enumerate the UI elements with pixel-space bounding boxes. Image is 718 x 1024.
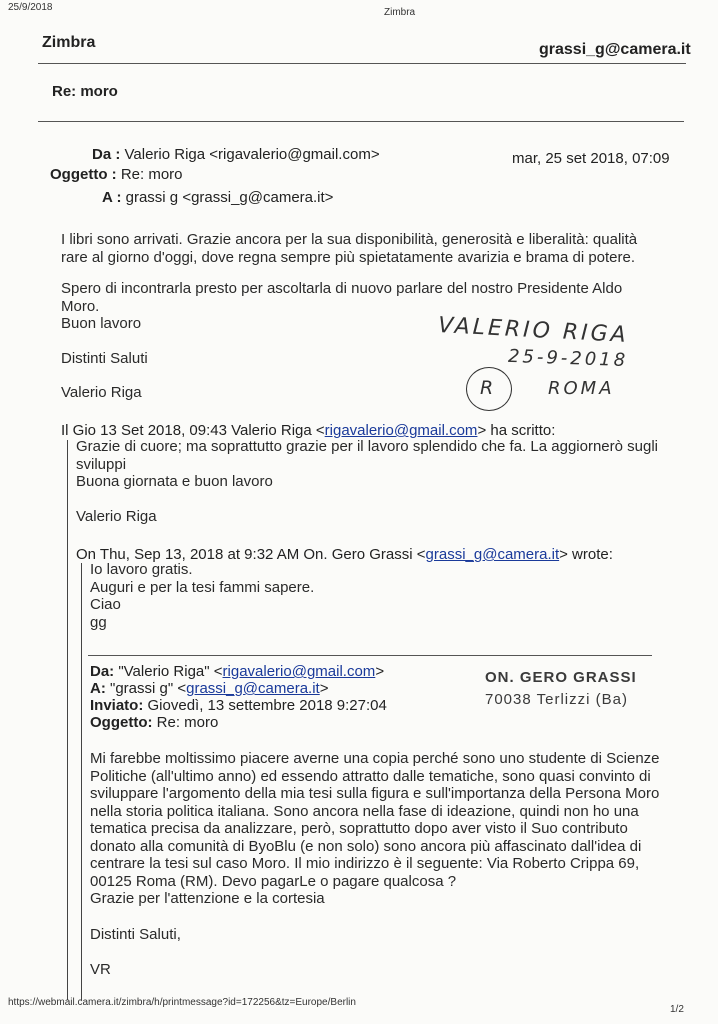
from-row [92, 146, 380, 163]
subject-value: Re: moro [120, 166, 183, 183]
handwritten-circle-mark [466, 367, 512, 411]
quote1-body [76, 438, 658, 525]
quote3-to-row [90, 680, 387, 697]
quote1-line: Buona giornata e buon lavoro [76, 473, 273, 490]
quote3-subject-value: Re: moro [156, 714, 219, 731]
body-line: rare al giorno d'oggi, dove regna sempre più spietatamente avarizia e brama di potere. [61, 248, 636, 266]
quote2-intro-end: > wrote: [559, 546, 613, 563]
quote3-line: nella storia politica italiana. Sono ancora nella fase di ideazione, quindi non ho una [90, 802, 639, 820]
body-line: I libri sono arrivati. Grazie ancora per la sua disponibilità, generosità e liberalità: qualità [61, 231, 638, 248]
quote3-sent-row [90, 697, 387, 714]
quote2-body [90, 561, 314, 631]
quote2-bar [81, 563, 82, 1000]
quote2-line: gg [90, 613, 107, 631]
quote1-line: Grazie di cuore; ma soprattutto grazie per il lavoro splendido che fa. La aggiornerò sugli [76, 438, 658, 455]
body-line: Distinti Saluti [61, 349, 148, 367]
quote2-intro-text: On Thu, Sep 13, 2018 at 9:32 AM On. Gero Grassi < [76, 546, 426, 563]
quote1-intro-end: > ha scritto: [477, 422, 556, 439]
print-date: 25/9/2018 [8, 2, 53, 13]
quote3-line: donato alla comunità di ByoBlu (e non solo) sono ancora più affascinato dall'idea di [90, 837, 642, 855]
quote3-spacer [90, 943, 660, 961]
quote3-from-link[interactable]: rigavalerio@gmail.com [222, 663, 376, 680]
quote3-line: tematica precisa da analizzare, però, soprattutto dopo aver visto il Suo contributo [90, 820, 628, 837]
quote3-from-label: Da: [90, 663, 115, 680]
message-date: mar, 25 set 2018, 07:09 [512, 150, 670, 167]
quote3-line: Grazie per l'attenzione e la cortesia [90, 890, 325, 907]
title-divider [38, 121, 684, 122]
quote2-line: Auguri e per la tesi fammi sapere. [90, 578, 315, 596]
subject-label: Oggetto : [50, 166, 117, 183]
quote1-line: Valerio Riga [76, 507, 157, 525]
body-line: Buon lavoro [61, 315, 142, 332]
quote3-body [90, 750, 660, 979]
quote2-email-link[interactable]: grassi_g@camera.it [425, 546, 560, 563]
account-email: grassi_g@camera.it [539, 41, 691, 58]
quote3-from-row [90, 663, 387, 680]
header-divider [38, 63, 686, 64]
quote2-line: Ciao [90, 596, 121, 613]
brand-name: Zimbra [42, 34, 96, 51]
to-value[interactable]: grassi g <grassi_g@camera.it> [125, 189, 334, 206]
handwritten-date: 25-9-2018 [507, 345, 629, 372]
quote1-line: sviluppi [76, 455, 127, 473]
from-label: Da : [92, 146, 121, 163]
to-row [102, 189, 333, 206]
quote1-intro-text: Il Gio 13 Set 2018, 09:43 Valerio Riga < [61, 422, 325, 439]
quote3-line: Mi farebbe moltissimo piacere averne una copia perché sono uno studente di Scienze [90, 750, 660, 767]
quote3-line: sviluppare l'argomento della mia tesi sulla figura e sull'importanza della Persona Moro [90, 785, 660, 802]
body-spacer [61, 266, 637, 280]
print-url: https://webmail.camera.it/zimbra/h/printmessage?id=172256&tz=Europe/Berlin [8, 997, 356, 1008]
quote3-line: Politiche (all'ultimo anno) ed essendo attratto dalle tematiche, sono quasi convinto di [90, 767, 651, 785]
quote3-divider [88, 655, 652, 656]
subject-row [50, 166, 183, 183]
quote3-line: 00125 Roma (RM). Devo pagarLe o pagare qualcosa ? [90, 872, 457, 890]
quote3-from-end: > [375, 663, 385, 680]
message-body [61, 231, 637, 402]
page-number: 1/2 [670, 1004, 684, 1015]
from-value[interactable]: Valerio Riga <rigavalerio@gmail.com> [124, 146, 380, 163]
quote3-spacer [90, 908, 660, 926]
body-line: Moro. [61, 297, 100, 315]
quote3-line: VR [90, 961, 111, 978]
quote3-subject-row [90, 714, 387, 731]
quote3-sent-label: Inviato: [90, 697, 144, 714]
quote3-headers [90, 663, 387, 731]
print-app-name: Zimbra [384, 7, 416, 18]
quote3-line: centrare la tesi sul caso Moro. Il mio indirizzo è il seguente: Via Roberto Crippa 69, [90, 855, 640, 872]
handwritten-place: ROMA [548, 378, 615, 399]
quote3-to-link[interactable]: grassi_g@camera.it [186, 680, 320, 697]
quote3-to-name: "grassi g" < [110, 680, 187, 697]
quote3-from-name: "Valerio Riga" < [118, 663, 223, 680]
quote1-intro [61, 422, 555, 439]
to-label: A : [102, 189, 122, 206]
quote3-to-label: A: [90, 680, 106, 697]
quote3-line: Distinti Saluti, [90, 925, 181, 943]
stamp-line: ON. GERO GRASSI [485, 669, 637, 686]
handwritten-name: VALERIO RIGA [437, 313, 630, 348]
quote1-spacer [76, 491, 658, 508]
quote3-to-end: > [319, 680, 329, 697]
stamp-line: 70038 Terlizzi (Ba) [485, 691, 628, 708]
quote1-email-link[interactable]: rigavalerio@gmail.com [324, 422, 478, 439]
stamp [485, 667, 637, 711]
quote2-line: Io lavoro gratis. [90, 561, 193, 578]
quote3-sent-value: Giovedì, 13 settembre 2018 9:27:04 [147, 697, 387, 714]
quote1-bar [67, 440, 68, 1000]
handwritten-mark: R [480, 377, 494, 399]
body-line: Spero di incontrarla presto per ascoltarla di nuovo parlare del nostro Presidente Aldo [61, 280, 623, 297]
quote3-subject-label: Oggetto: [90, 714, 153, 731]
body-line: Valerio Riga [61, 384, 142, 401]
page-title: Re: moro [52, 83, 118, 100]
